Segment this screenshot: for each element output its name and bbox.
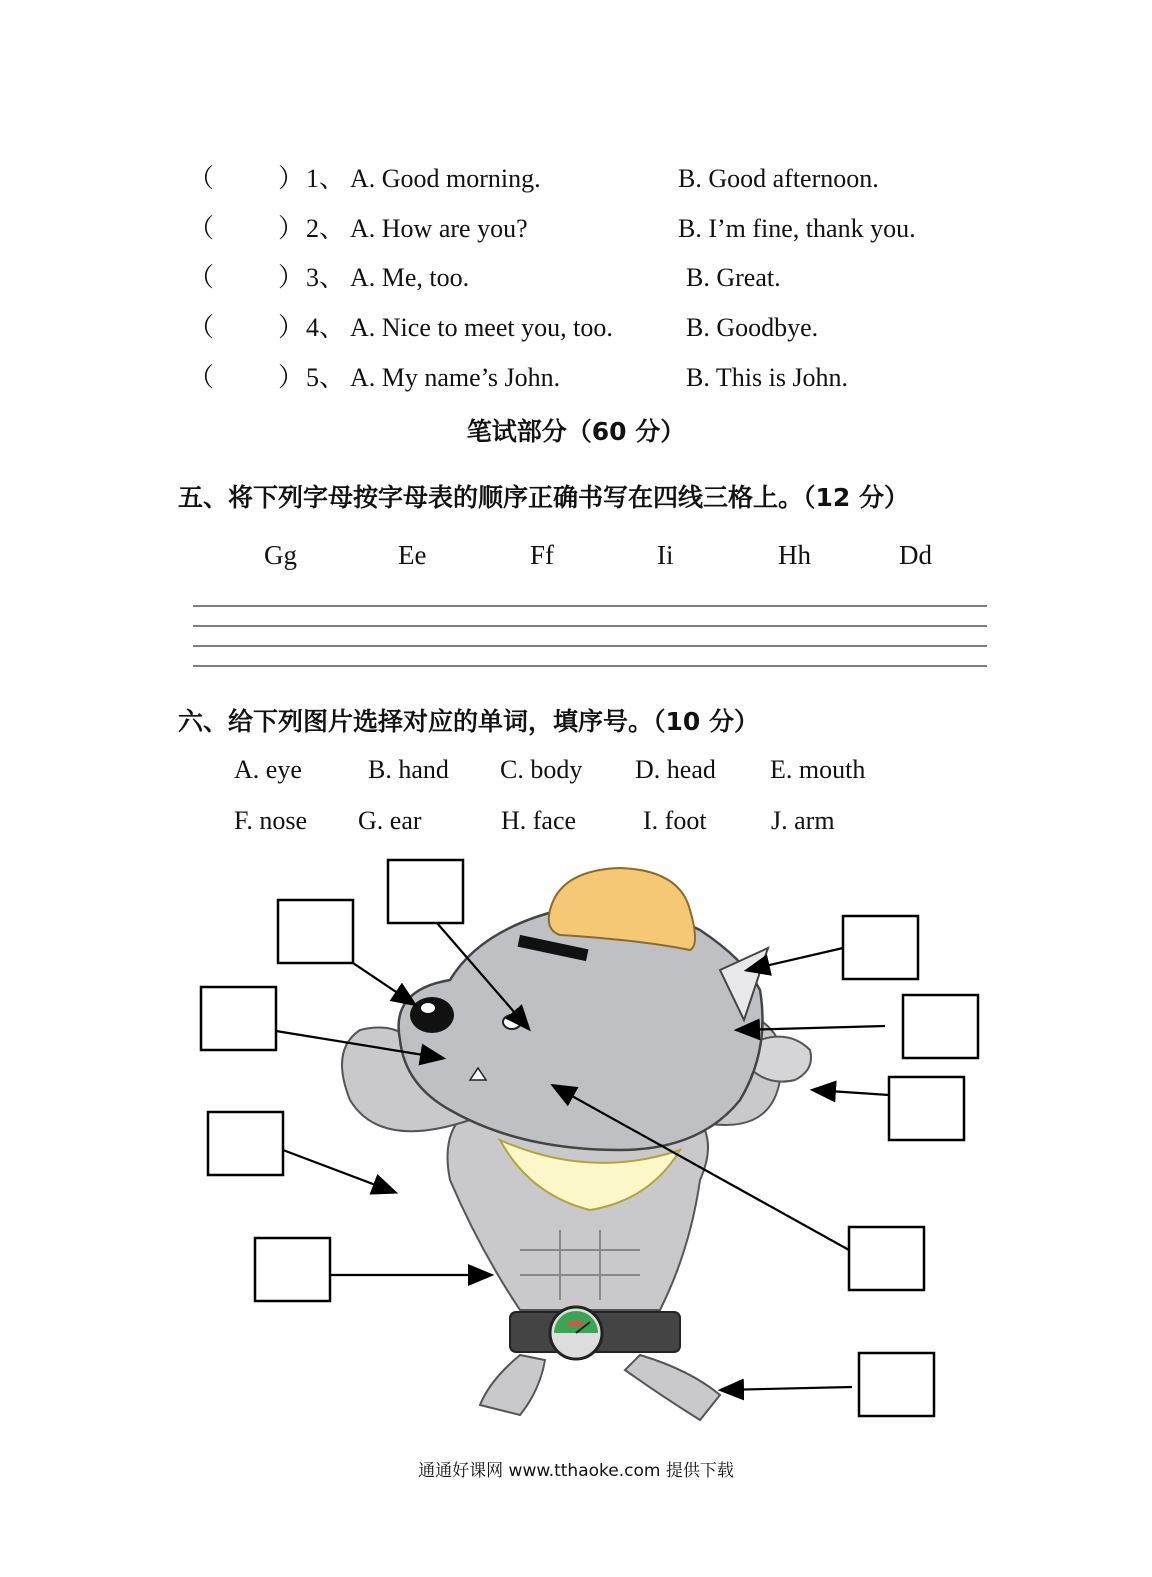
letter-hh: Hh xyxy=(778,540,811,570)
answer-box[interactable] xyxy=(889,1077,964,1140)
question-row xyxy=(188,212,988,246)
word-option: F. nose xyxy=(234,806,308,835)
option-a: A. Good morning. xyxy=(350,164,541,193)
answer-paren-open: （ xyxy=(188,214,215,243)
answer-paren-close: ） xyxy=(278,313,305,342)
word-option: E. mouth xyxy=(770,755,866,784)
option-a: A. Nice to meet you, too. xyxy=(350,313,613,342)
answer-paren-close: ） xyxy=(278,164,305,193)
question-row xyxy=(188,361,988,395)
option-a: A. Me, too. xyxy=(350,263,470,292)
option-b: B. Goodbye. xyxy=(686,313,819,342)
option-a: A. How are you? xyxy=(350,214,528,243)
letter-dd: Dd xyxy=(899,540,932,570)
word-option: C. body xyxy=(500,755,583,784)
word-option: H. face xyxy=(501,806,577,835)
answer-box[interactable] xyxy=(278,900,353,963)
word-option: B. hand xyxy=(368,755,449,784)
letter-ff: Ff xyxy=(530,540,555,570)
answer-paren-close: ） xyxy=(278,263,305,292)
word-option: G. ear xyxy=(358,806,422,835)
answer-paren-open: （ xyxy=(188,313,215,342)
question-number: 1、 xyxy=(306,164,346,193)
option-b: B. This is John. xyxy=(686,363,849,392)
answer-box[interactable] xyxy=(208,1112,283,1175)
answer-paren-close: ） xyxy=(278,214,305,243)
word-option: D. head xyxy=(635,755,716,784)
four-line-grid[interactable] xyxy=(175,598,1000,676)
answer-box[interactable] xyxy=(843,916,918,979)
question-number: 4、 xyxy=(306,313,346,342)
section6-title: 六、给下列图片选择对应的单词，填序号。（10 分） xyxy=(178,707,759,736)
letter-ee: Ee xyxy=(398,540,427,570)
answer-paren-open: （ xyxy=(188,263,215,292)
option-b: B. Good afternoon. xyxy=(678,164,879,193)
question-row xyxy=(188,311,988,345)
section5-title: 五、将下列字母按字母表的顺序正确书写在四线三格上。（12 分） xyxy=(178,483,909,512)
footer-credit: 通通好课网 www.tthaoke.com 提供下载 xyxy=(418,1461,734,1481)
question-number: 3、 xyxy=(306,263,346,292)
answer-box[interactable] xyxy=(388,860,463,923)
written-part-title: 笔试部分（60 分） xyxy=(466,417,686,446)
option-a: A. My name’s John. xyxy=(350,363,561,392)
question-row xyxy=(188,261,988,295)
answer-box[interactable] xyxy=(849,1227,924,1290)
answer-paren-open: （ xyxy=(188,164,215,193)
word-option: I. foot xyxy=(643,806,707,835)
question-number: 2、 xyxy=(306,214,346,243)
answer-box[interactable] xyxy=(201,987,276,1050)
answer-box[interactable] xyxy=(859,1353,934,1416)
question-row xyxy=(188,162,988,196)
letter-gg: Gg xyxy=(264,540,297,570)
answer-paren-close: ） xyxy=(278,363,305,392)
word-option: A. eye xyxy=(234,755,302,784)
word-option: J. arm xyxy=(771,806,835,835)
answer-box[interactable] xyxy=(255,1238,330,1301)
letter-ii: Ii xyxy=(657,540,674,570)
answer-box[interactable] xyxy=(903,995,978,1058)
answer-paren-open: （ xyxy=(188,363,215,392)
cartoon-wolf-illustration xyxy=(0,850,1152,1440)
option-b: B. Great. xyxy=(686,263,781,292)
question-number: 5、 xyxy=(306,363,346,392)
option-b: B. I’m fine, thank you. xyxy=(678,214,916,243)
